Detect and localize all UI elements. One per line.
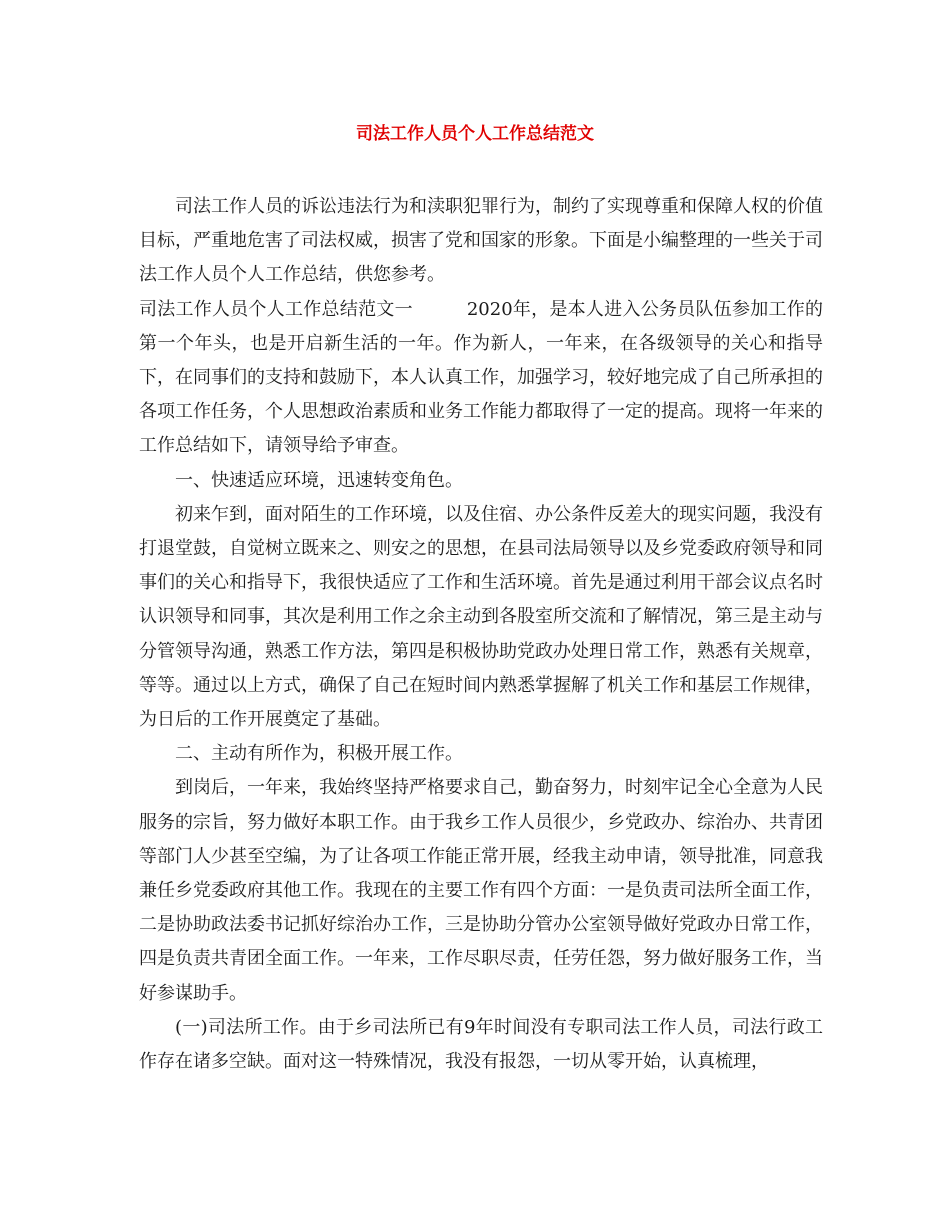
subtitle-body: 2020年，是本人进入公务员队伍参加工作的第一个年头，也是开启新生活的一年。作为新人，一年来，在各级领导的关心和指导下，在同事们的支持和鼓励下，本人认真工作，加强学习，较好地完成了自己所承担的各项工作任务，个人思想政治素质和业务工作能力都取得了一定的提高。现将一年来的工作总结如下，请领导给予审查。: [139, 298, 824, 457]
body-paragraph-2: 到岗后，一年来，我始终坚持严格要求自己，勤奋努力，时刻牢记全心全意为人民服务的宗旨，努力做好本职工作。由于我乡工作人员很少，乡党政办、综治办、共青团等部门人少甚至空编，为了让各项工作能正常开展，经我主动申请，领导批准，同意我兼任乡党委政府其他工作。我现在的主要工作有四个方面：一是负责司法所全面工作，二是协助政法委书记抓好综治办工作，三是协助分管办公室领导做好党政办日常工作，四是负责共青团全面工作。一年来，工作尽职尽责，任劳任怨，努力做好服务工作，当好参谋助手。: [139, 777, 823, 1004]
subtitle-paragraph: [139, 293, 823, 464]
document-body: [139, 190, 823, 1079]
section-heading-1: 一、快速适应环境，迅速转变角色。: [175, 469, 463, 491]
subtitle-heading: 司法工作人员个人工作总结范文一: [139, 298, 413, 320]
document-title: 司法工作人员个人工作总结范文: [356, 124, 594, 144]
body-paragraph-3: (一)司法所工作。由于乡司法所已有9年时间没有专职司法工作人员，司法行政工作存在诸多空缺。面对这一特殊情况，我没有报怨，一切从零开始，认真梳理，: [139, 1016, 823, 1073]
section-heading-2: 二、主动有所作为，积极开展工作。: [175, 743, 463, 765]
intro-paragraph: 司法工作人员的诉讼违法行为和渎职犯罪行为，制约了实现尊重和保障人权的价值目标，严重地危害了司法权威，损害了党和国家的形象。下面是小编整理的一些关于司法工作人员个人工作总结，供您参考。: [139, 196, 823, 286]
body-paragraph-1: 初来乍到，面对陌生的工作环境，以及住宿、办公条件反差大的现实问题，我没有打退堂鼓，自觉树立既来之、则安之的思想，在县司法局领导以及乡党委政府领导和同事们的关心和指导下，我很快适应了工作和生活环境。首先是通过利用干部会议点名时认识领导和同事，其次是利用工作之余主动到各股室所交流和了解情况，第三是主动与分管领导沟通，熟悉工作方法，第四是积极协助党政办处理日常工作，熟悉有关规章，等等。通过以上方式，确保了自己在短时间内熟悉掌握解了机关工作和基层工作规律，为日后的工作开展奠定了基础。: [139, 503, 823, 731]
